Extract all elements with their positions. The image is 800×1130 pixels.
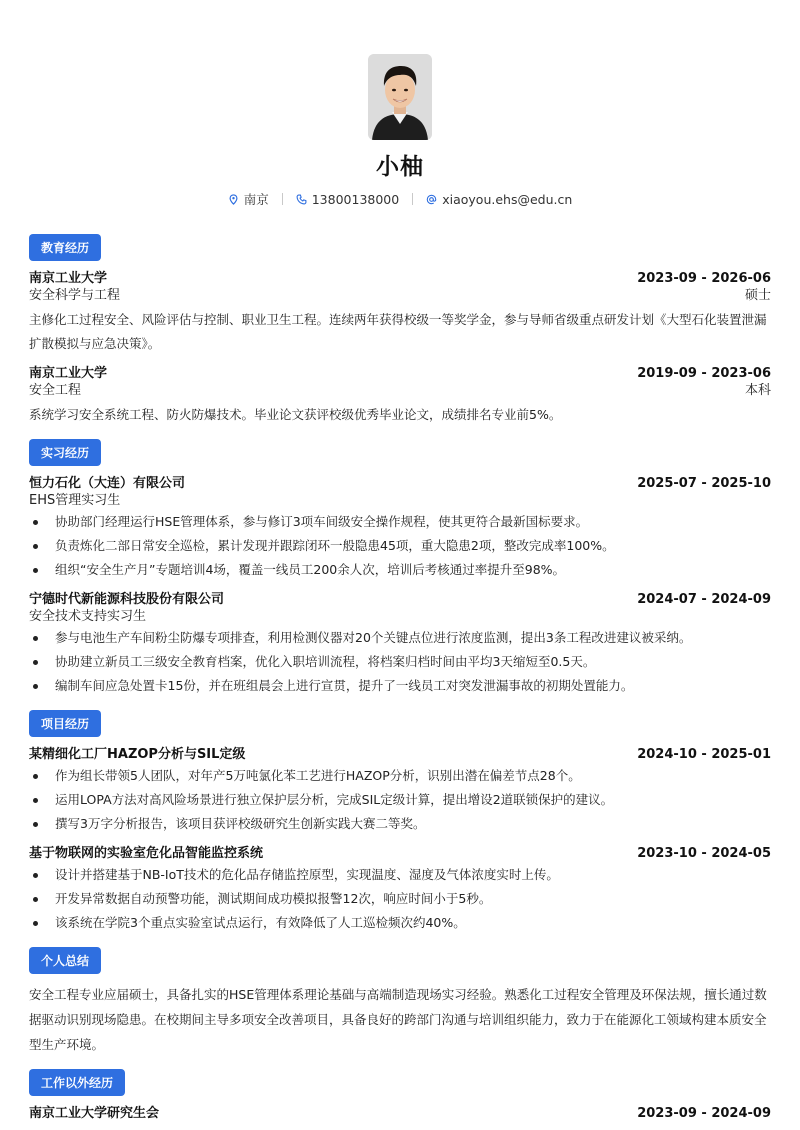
avatar	[368, 54, 432, 140]
bullet-list	[29, 626, 771, 698]
bullet-item: 组织“安全生产月”专题培训4场，覆盖一线员工200余人次，培训后考核通过率提升至98%。	[29, 558, 771, 582]
date-range: 2019-09 - 2023-06	[637, 366, 771, 381]
education-description: 主修化工过程安全、风险评估与控制、职业卫生工程。连续两年获得校级一等奖学金，参与导师省级重点研发计划《大型石化装置泄漏扩散模拟与应急决策》。	[29, 312, 767, 351]
contact-email	[426, 192, 572, 207]
internship-section	[29, 439, 771, 698]
education-entry	[29, 365, 771, 427]
email-text: xiaoyou.ehs@edu.cn	[442, 191, 573, 207]
section-title-summary: 个人总结	[29, 947, 101, 974]
bullet-item: 编制车间应急处置卡15份，并在班组晨会上进行宣贯，提升了一线员工对突发泄漏事故的初期处置能力。	[29, 674, 771, 698]
bullet-list	[29, 510, 771, 582]
avatar-portrait-icon	[368, 54, 432, 140]
bullet-item: 协助部门经理运行HSE管理体系，参与修订3项车间级安全操作规程，使其更符合最新国标要求。	[29, 510, 771, 534]
candidate-name: 小柚	[376, 154, 424, 180]
bullet-item: 负责炼化二部日常安全巡检，累计发现并跟踪闭环一般隐患45项，重大隐患2项，整改完成率100%。	[29, 534, 771, 558]
job-role: EHS管理实习生	[29, 493, 121, 508]
company-name: 宁德时代新能源科技股份有限公司	[29, 592, 225, 607]
education-description: 系统学习安全系统工程、防火防爆技术。毕业论文获评校级优秀毕业论文，成绩排名专业前5%。	[29, 407, 562, 422]
bullet-list	[29, 764, 771, 836]
school-name: 南京工业大学	[29, 366, 108, 381]
bullet-item: 开发异常数据自动预警功能，测试期间成功模拟报警12次，响应时间小于5秒。	[29, 887, 771, 911]
bullet-item: 运用LOPA方法对高风险场景进行独立保护层分析，完成SIL定级计算，提出增设2道联锁保护的建议。	[29, 788, 771, 812]
extra-entry	[29, 1105, 771, 1122]
contact-divider	[282, 193, 283, 205]
bullet-item: 参与电池生产车间粉尘防爆专项排查，利用检测仪器对20个关键点位进行浓度监测，提出3条工程改进建议被采纳。	[29, 626, 771, 650]
summary-text: 安全工程专业应届硕士，具备扎实的HSE管理体系理论基础与高端制造现场实习经验。熟悉化工过程安全管理及环保法规，擅长通过数据驱动识别现场隐患。在校期间主导多项安全改善项目，具备良好的跨部门沟通与培训组织能力，致力于在能源化工领域构建本质安全型生产环境。	[29, 987, 767, 1052]
section-title-projects: 项目经历	[29, 710, 101, 737]
bullet-item: 作为组长带领5人团队，对年产5万吨氯化苯工艺进行HAZOP分析，识别出潜在偏差节点28个。	[29, 764, 771, 788]
date-range: 2023-10 - 2024-05	[637, 846, 771, 861]
contact-location	[228, 190, 269, 208]
degree: 硕士	[744, 288, 771, 303]
education-entry	[29, 270, 771, 356]
contact-phone	[296, 192, 399, 207]
phone-text: 13800138000	[311, 191, 400, 207]
location-text: 南京	[243, 192, 269, 207]
date-range: 2025-07 - 2025-10	[637, 476, 771, 491]
section-title-internship: 实习经历	[29, 439, 101, 466]
internship-entry	[29, 591, 771, 698]
company-name: 恒力石化（大连）有限公司	[29, 476, 186, 491]
date-range: 2024-10 - 2025-01	[637, 747, 771, 762]
internship-entry	[29, 475, 771, 582]
date-range: 2023-09 - 2026-06	[637, 271, 771, 286]
bullet-list	[29, 863, 771, 935]
extra-section	[29, 1069, 771, 1122]
section-title-education: 教育经历	[29, 234, 101, 261]
education-section	[29, 234, 771, 427]
date-range: 2024-07 - 2024-09	[637, 592, 771, 607]
project-name: 某精细化工厂HAZOP分析与SIL定级	[29, 747, 246, 762]
bullet-item: 协助建立新员工三级安全教育档案，优化入职培训流程，将档案归档时间由平均3天缩短至0.5天。	[29, 650, 771, 674]
summary-section	[29, 947, 771, 1057]
location-pin-icon	[228, 194, 239, 205]
bullet-item: 设计并搭建基于NB-IoT技术的危化品存储监控原型，实现温度、湿度及气体浓度实时上传。	[29, 863, 771, 887]
school-name: 南京工业大学	[29, 271, 108, 286]
project-name: 基于物联网的实验室危化品智能监控系统	[29, 846, 264, 861]
date-range: 2023-09 - 2024-09	[637, 1106, 771, 1121]
degree: 本科	[744, 383, 771, 398]
projects-section	[29, 710, 771, 935]
major: 安全工程	[29, 383, 82, 398]
project-entry	[29, 746, 771, 836]
resume-header	[29, 0, 771, 208]
at-sign-icon	[426, 194, 437, 205]
contact-divider	[412, 193, 413, 205]
major: 安全科学与工程	[29, 288, 121, 303]
phone-icon	[296, 194, 307, 205]
project-entry	[29, 845, 771, 935]
bullet-item: 撰写3万字分析报告，该项目获评校级研究生创新实践大赛二等奖。	[29, 812, 771, 836]
section-title-extra: 工作以外经历	[29, 1069, 125, 1096]
job-role: 安全技术支持实习生	[29, 609, 147, 624]
organization-name: 南京工业大学研究生会	[29, 1106, 160, 1121]
contact-info	[29, 190, 771, 208]
bullet-item: 该系统在学院3个重点实验室试点运行，有效降低了人工巡检频次约40%。	[29, 911, 771, 935]
